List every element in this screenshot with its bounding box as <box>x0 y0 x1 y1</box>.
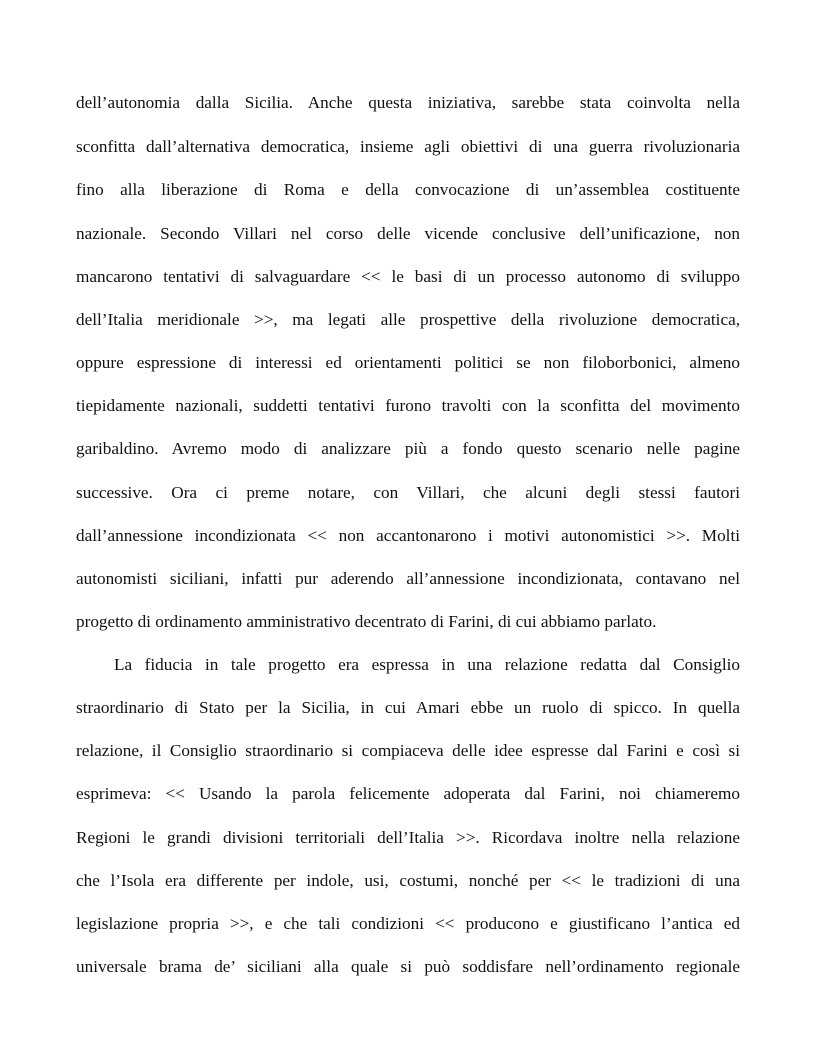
paragraph-1-line-6: dell’Italia meridionale >>, ma legati alle prospettive della rivoluzione democratica, <box>76 310 740 329</box>
paragraph-2-line-5: Regioni le grandi divisioni territoriali dell’Italia >>. Ricordava inoltre nella relazione <box>76 828 740 847</box>
paragraph-2-line-3: relazione, il Consiglio straordinario si compiaceva delle idee espresse dal Farini e così si <box>76 741 740 760</box>
paragraph-1-line-8: tiepidamente nazionali, suddetti tentativi furono travolti con la sconfitta del movimento <box>76 396 740 415</box>
paragraph-2-line-1: La fiducia in tale progetto era espressa in una relazione redatta dal Consiglio <box>114 655 740 674</box>
paragraph-1-line-11: dall’annessione incondizionata << non accantonarono i motivi autonomistici >>. Molti <box>76 526 740 545</box>
paragraph-1-line-9: garibaldino. Avremo modo di analizzare più a fondo questo scenario nelle pagine <box>76 439 740 458</box>
paragraph-1-line-13: progetto di ordinamento amministrativo decentrato di Farini, di cui abbiamo parlato. <box>76 612 657 631</box>
paragraph-1-line-2: sconfitta dall’alternativa democratica, insieme agli obiettivi di una guerra rivoluzionaria <box>76 137 740 156</box>
paragraph-1-line-5: mancarono tentativi di salvaguardare << le basi di un processo autonomo di sviluppo <box>76 267 740 286</box>
paragraph-2-line-4: esprimeva: << Usando la parola felicemente adoperata dal Farini, noi chiameremo <box>76 784 740 803</box>
paragraph-1-line-4: nazionale. Secondo Villari nel corso delle vicende conclusive dell’unificazione, non <box>76 224 740 243</box>
paragraph-2-line-6: che l’Isola era differente per indole, usi, costumi, nonché per << le tradizioni di una <box>76 871 740 890</box>
paragraph-1-line-1: dell’autonomia dalla Sicilia. Anche questa iniziativa, sarebbe stata coinvolta nella <box>76 93 740 112</box>
paragraph-1-line-10: successive. Ora ci preme notare, con Villari, che alcuni degli stessi fautori <box>76 483 740 502</box>
paragraph-1-line-7: oppure espressione di interessi ed orientamenti politici se non filoborbonici, almeno <box>76 353 740 372</box>
paragraph-2-line-7: legislazione propria >>, e che tali condizioni << producono e giustificano l’antica ed <box>76 914 740 933</box>
paragraph-1-line-3: fino alla liberazione di Roma e della convocazione di un’assemblea costituente <box>76 180 740 199</box>
paragraph-2-line-8: universale brama de’ siciliani alla quale si può soddisfare nell’ordinamento regionale <box>76 957 740 976</box>
paragraph-1-line-12: autonomisti siciliani, infatti pur aderendo all’annessione incondizionata, contavano nel <box>76 569 740 588</box>
paragraph-2-line-2: straordinario di Stato per la Sicilia, in cui Amari ebbe un ruolo di spicco. In quella <box>76 698 740 717</box>
